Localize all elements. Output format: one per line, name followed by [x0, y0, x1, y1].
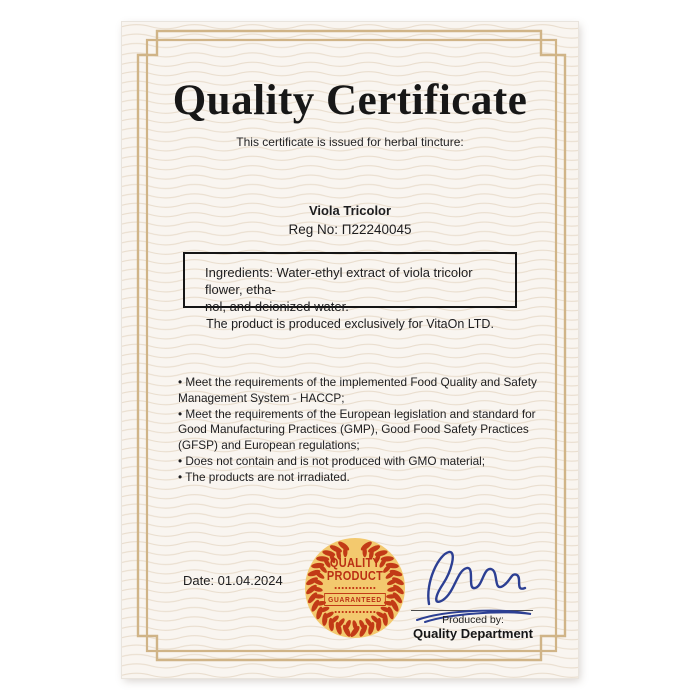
ingredients-line-1: Ingredients: Water-ethyl extract of viola tricolor flower, etha- — [205, 265, 473, 297]
seal-word-guaranteed: GUARANTEED — [324, 593, 386, 606]
produced-by-label: Produced by: — [442, 614, 504, 626]
requirements-list — [178, 375, 538, 486]
quality-seal — [303, 536, 407, 640]
seal-word-product: PRODUCT — [326, 569, 384, 583]
signature-block — [405, 538, 541, 648]
seal-text — [309, 536, 401, 640]
registration-number: Reg No: П22240045 — [288, 222, 412, 237]
product-name: Viola Tricolor — [308, 203, 392, 218]
ingredients-box — [183, 252, 517, 314]
seal-word-quality: QUALITY — [329, 556, 381, 570]
certificate-paper — [122, 22, 578, 678]
requirement-item: • Does not contain and is not produced with GMO material; — [178, 453, 486, 468]
seal-dotted-rule-bottom — [335, 611, 375, 613]
issue-date: Date: 01.04.2024 — [183, 573, 283, 588]
certificate-title: Quality Certificate — [172, 77, 528, 124]
ingredients-line-2: nol, and deionized water. — [205, 299, 349, 314]
certificate-subtitle: This certificate is issued for herbal tincture: — [236, 135, 464, 149]
seal-dotted-rule-top — [335, 587, 375, 589]
requirement-item: • Meet the requirements of the implemented Food Quality and Safety Management System - HACCP; — [178, 375, 537, 405]
exclusivity-statement: The product is produced exclusively for VitaOn LTD. — [206, 317, 494, 331]
requirement-item: • The products are not irradiated. — [178, 469, 350, 484]
requirement-item: • Meet the requirements of the European legislation and standard for Good Manufacturing Practices (GMP), Good Food Safety Practices (GFSP) and European regulations; — [178, 406, 536, 453]
produced-by-department: Quality Department — [413, 626, 533, 641]
